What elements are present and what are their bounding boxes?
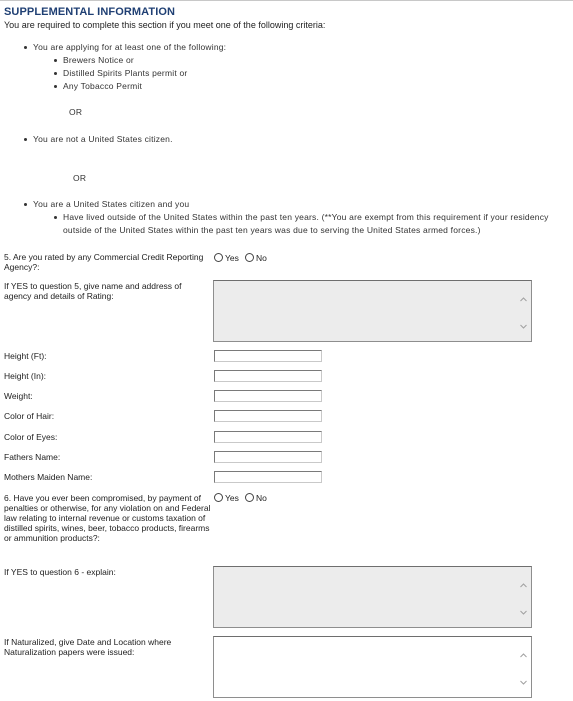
q5-details-label: If YES to question 5, give name and address of agency and details of Rating: — [4, 281, 182, 301]
scroll-down-icon[interactable] — [519, 608, 528, 617]
bullet-icon — [24, 138, 27, 141]
fathers-name-label: Fathers Name: — [4, 452, 61, 462]
mothers-maiden-name-input[interactable] — [214, 471, 322, 483]
height-in-input[interactable] — [214, 370, 322, 382]
criterion-applying: You are applying for at least one of the following: — [33, 42, 227, 52]
height-ft-label: Height (Ft): — [4, 351, 47, 361]
height-in-label: Height (In): — [4, 371, 47, 381]
criterion-item-tobacco: Any Tobacco Permit — [63, 81, 143, 91]
bullet-icon — [24, 203, 27, 206]
criterion-citizen: You are a United States citizen and you — [33, 199, 190, 209]
q5-no-label: No — [256, 253, 267, 263]
scroll-down-icon[interactable] — [519, 678, 528, 687]
scrollbar[interactable] — [519, 285, 528, 337]
eye-color-input[interactable] — [214, 431, 322, 443]
top-divider — [0, 0, 573, 1]
q6-yes-label: Yes — [225, 493, 239, 503]
scrollbar[interactable] — [519, 571, 528, 623]
criterion-not-citizen: You are not a United States citizen. — [33, 134, 173, 144]
scrollbar[interactable] — [519, 641, 528, 693]
weight-input[interactable] — [214, 390, 322, 402]
criterion-item-brewers: Brewers Notice or — [63, 55, 134, 65]
bullet-icon — [24, 46, 27, 49]
q6-explain-label: If YES to question 6 - explain: — [4, 567, 116, 577]
q5-details-textarea[interactable] — [213, 280, 532, 342]
mothers-maiden-name-label: Mothers Maiden Name: — [4, 472, 93, 482]
scroll-up-icon[interactable] — [519, 651, 528, 660]
naturalization-label: If Naturalized, give Date and Location where Naturalization papers were issued: — [4, 637, 172, 657]
scroll-up-icon[interactable] — [519, 295, 528, 304]
weight-label: Weight: — [4, 391, 33, 401]
bullet-icon — [54, 85, 57, 88]
bullet-icon — [54, 72, 57, 75]
or-separator: OR — [69, 107, 83, 117]
q6-explain-textarea[interactable] — [213, 566, 532, 628]
q5-yes-label: Yes — [225, 253, 239, 263]
or-separator: OR — [73, 173, 87, 183]
section-instructions: You are required to complete this section if you meet one of the following criteria: — [4, 20, 326, 30]
q5-no-radio[interactable] — [245, 253, 254, 262]
naturalization-textarea[interactable] — [213, 636, 532, 698]
criterion-item-distilled: Distilled Spirits Plants permit or — [63, 68, 188, 78]
q6-no-label: No — [256, 493, 267, 503]
q6-yes-radio[interactable] — [214, 493, 223, 502]
fathers-name-input[interactable] — [214, 451, 322, 463]
bullet-icon — [54, 216, 57, 219]
hair-color-label: Color of Hair: — [4, 411, 55, 421]
hair-color-input[interactable] — [214, 410, 322, 422]
q5-yes-radio[interactable] — [214, 253, 223, 262]
height-ft-input[interactable] — [214, 350, 322, 362]
criterion-lived-outside: Have lived outside of the United States within the past ten years. (**You are exempt from this requirement if your residency outside of the United States within the past ten years was due to serving the United States armed forces.) — [63, 212, 549, 235]
question-5-label: 5. Are you rated by any Commercial Credit Reporting Agency?: — [4, 252, 204, 272]
eye-color-label: Color of Eyes: — [4, 432, 58, 442]
question-6-label: 6. Have you ever been compromised, by payment of penalties or otherwise, for any violation on and Federal law relating to internal revenue or customs taxation of distilled spirits, wines, beer, tobacco products, firearms or ammunition products?: — [4, 493, 211, 543]
scroll-up-icon[interactable] — [519, 581, 528, 590]
bullet-icon — [54, 59, 57, 62]
scroll-down-icon[interactable] — [519, 322, 528, 331]
q6-no-radio[interactable] — [245, 493, 254, 502]
section-title: SUPPLEMENTAL INFORMATION — [4, 6, 176, 18]
